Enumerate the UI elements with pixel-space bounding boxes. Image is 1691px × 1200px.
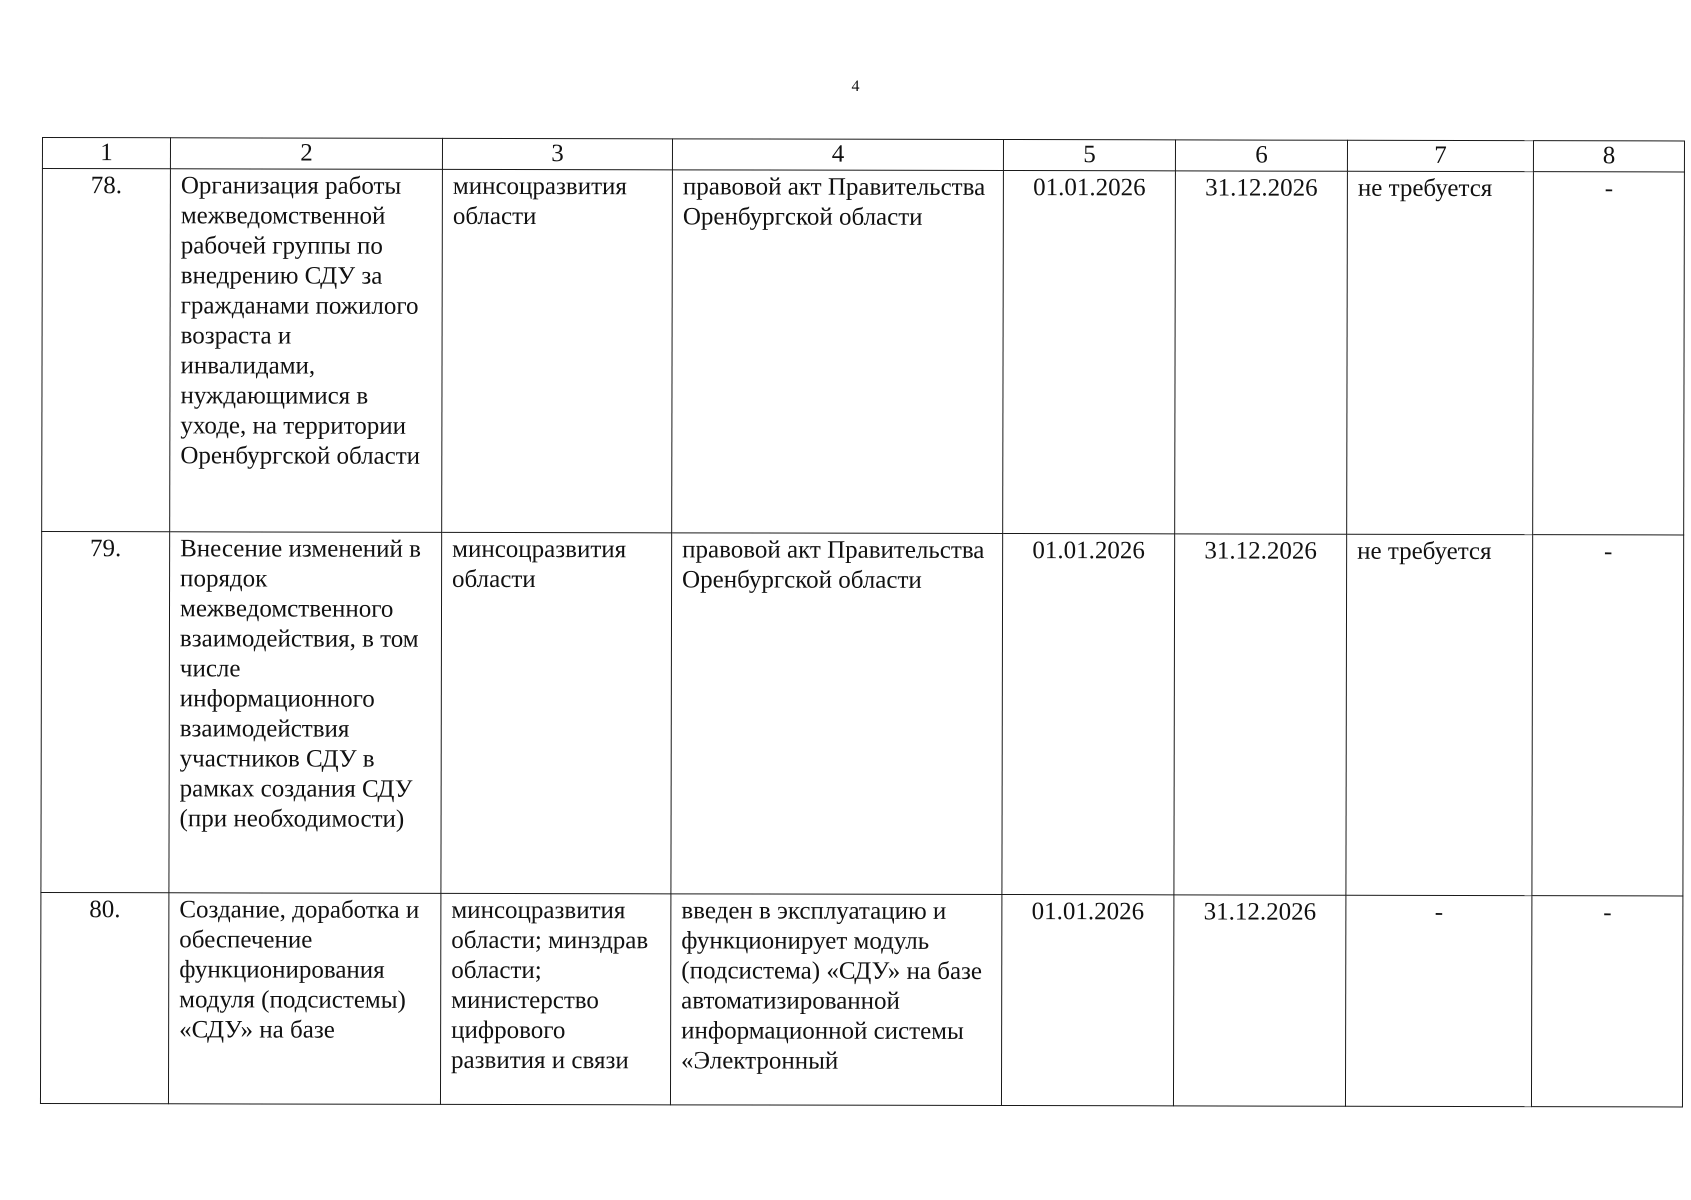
executor-cell: минсоцразвития области: [441, 532, 672, 893]
result-cell: правовой акт Правительства Оренбургской области: [672, 170, 1004, 534]
start-date-cell: 01.01.2026: [1002, 534, 1175, 895]
measure-cell: Внесение изменений в порядок межведомственного взаимодействия, в том числе информационного взаимодействия участников СДУ в рамках создания СДУ (при необходимости): [169, 532, 442, 894]
col-header-4: 4: [672, 139, 1003, 171]
row-number: 79.: [41, 532, 170, 893]
funding-cell: не требуется: [1346, 534, 1533, 895]
start-date-cell: 01.01.2026: [1003, 171, 1176, 534]
col-header-3: 3: [442, 138, 672, 169]
result-cell: введен в эксплуатацию и функционирует модуль (подсистема) «СДУ» на базе автоматизированной информационной системы «Электронный: [670, 894, 1001, 1106]
col-header-1: 1: [42, 138, 170, 169]
funding-cell: не требуется: [1347, 171, 1534, 534]
page-number: 4: [851, 78, 860, 95]
col-header-2: 2: [170, 138, 442, 170]
start-date-cell: 01.01.2026: [1001, 895, 1173, 1106]
col8-cell: -: [1531, 896, 1682, 1107]
col-header-5: 5: [1003, 140, 1175, 171]
plan-table: [40, 137, 1685, 1107]
funding-cell: -: [1345, 895, 1531, 1106]
header-row: [42, 138, 1684, 172]
col-header-6: 6: [1175, 140, 1347, 171]
end-date-cell: 31.12.2026: [1174, 534, 1347, 895]
executor-cell: минсоцразвития области: [442, 169, 673, 532]
col-header-8: 8: [1533, 141, 1684, 172]
row-number: 78.: [42, 169, 171, 532]
table-row: [40, 892, 1682, 1106]
row-number: 80.: [40, 892, 168, 1103]
result-cell: правовой акт Правительства Оренбургской области: [671, 533, 1003, 895]
col8-cell: -: [1532, 535, 1684, 896]
end-date-cell: 31.12.2026: [1175, 171, 1348, 534]
col8-cell: -: [1533, 172, 1685, 535]
end-date-cell: 31.12.2026: [1173, 895, 1345, 1106]
table-row: [41, 532, 1684, 896]
table-row: [42, 169, 1685, 535]
measure-cell: Организация работы межведомственной рабочей группы по внедрению СДУ за гражданами пожилого возраста и инвалидами, нуждающимися в уходе, на территории Оренбургской области: [170, 169, 443, 533]
executor-cell: минсоцразвития области; минздрав области; министерство цифрового развития и связи: [440, 893, 670, 1104]
measure-cell: Создание, доработка и обеспечение функционирования модуля (подсистемы) «СДУ» на базе: [168, 893, 440, 1105]
col-header-7: 7: [1347, 140, 1533, 171]
